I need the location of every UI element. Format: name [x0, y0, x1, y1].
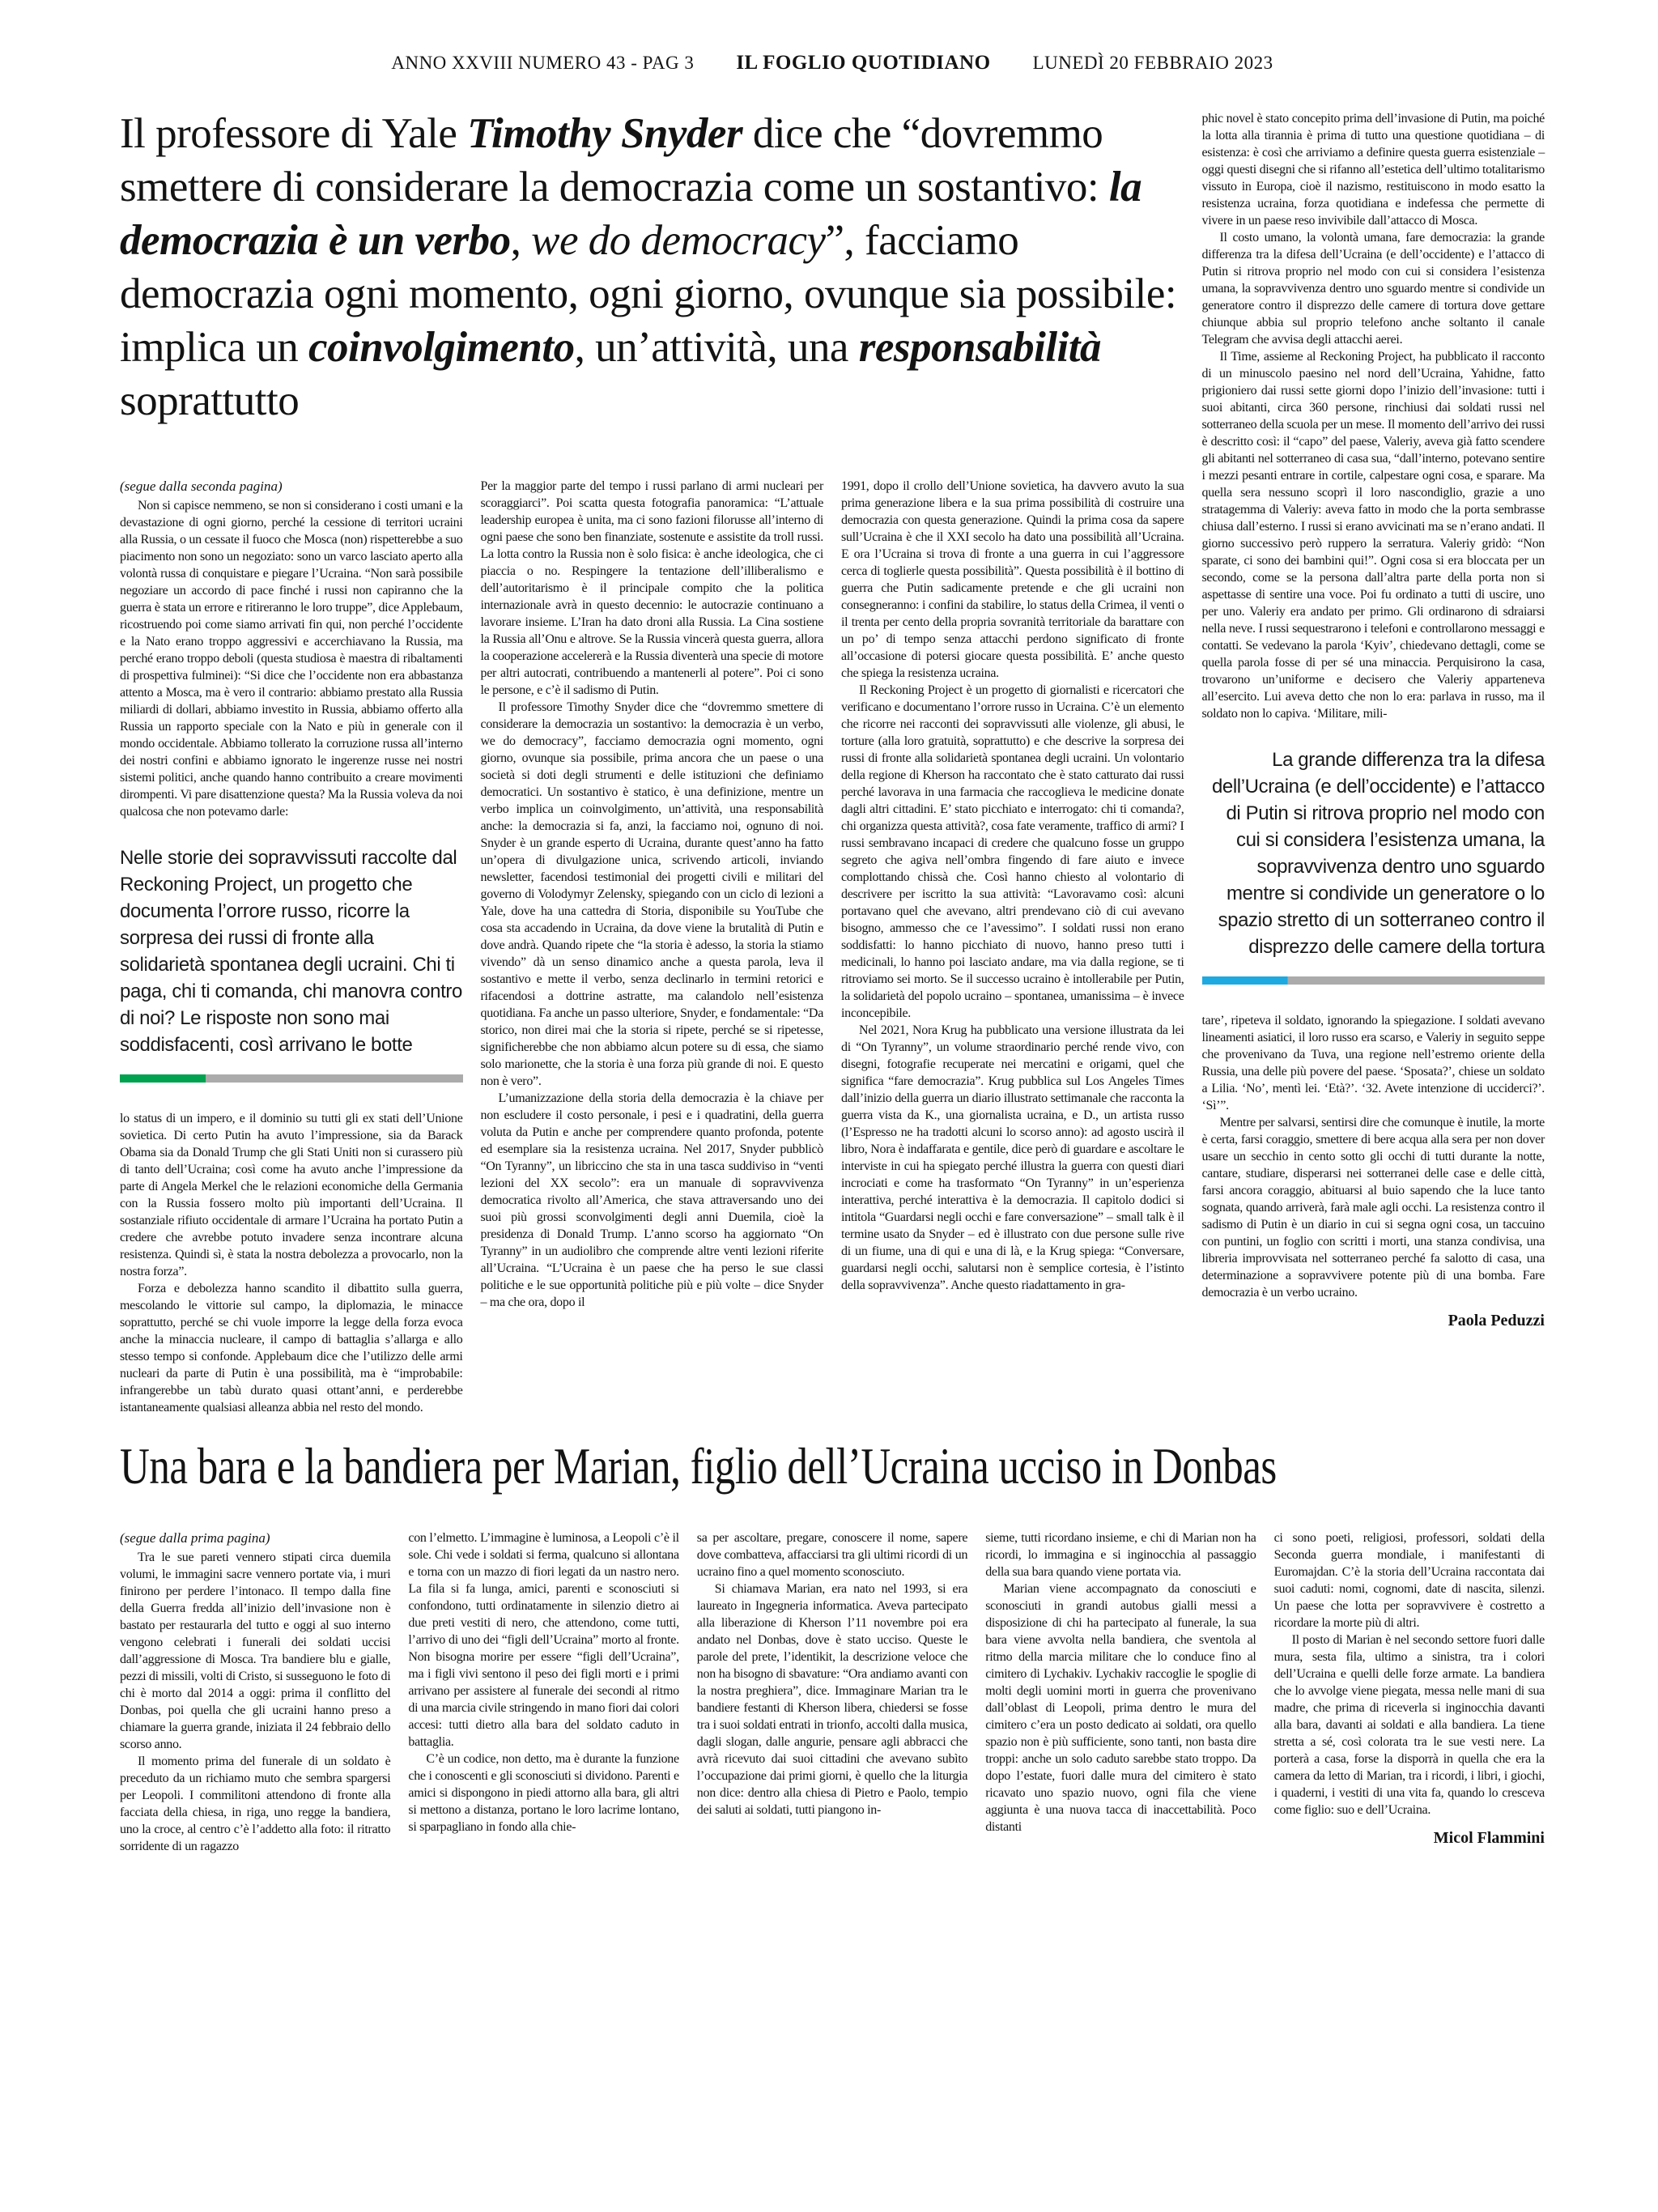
continuation-note: (segue dalla prima pagina): [120, 1530, 270, 1546]
article2-column-1: [120, 1529, 390, 1855]
masthead-date: LUNEDÌ 20 FEBBRAIO 2023: [1032, 53, 1273, 73]
article2-column-4: [985, 1529, 1256, 1855]
headline-segment: Timothy Snyder: [467, 110, 743, 157]
masthead: [120, 52, 1545, 74]
pullquote-text: Nelle storie dei sopravvissuti raccolte dal Reckoning Project, un progetto che documenta l’orrore russo, ricorre la sorpresa dei russi di fronte alla solidarietà spontanea degli ucraini. Chi ti paga, chi ti comanda, chi manovra contro di noi? Le risposte non sono mai soddisfacenti, così arrivano le botte: [120, 847, 462, 1056]
masthead-title: IL FOGLIO QUOTIDIANO: [736, 52, 991, 74]
body-paragraph: con l’elmetto. L’immagine è luminosa, a Leopoli c’è il sole. Chi vede i soldati si ferma, qualcuno si allontana e torna con un mazzo di fiori legati da un nastro nero. La fila si fa lunga, amici, parenti e sconosciuti si confondono, tutti ordinatamente in silenzio dietro ai due preti vestiti di nero, che attendono, come tutti, l’arrivo di uno dei “figli dell’Ucraina” morto al fronte. Non bisogna morire per essere “figli dell’Ucraina”, ma i figli vivi sentono il peso dei figli morti e i primi arrivano per assistere al funerale dei secondi al ritmo di una marcia civile stringendo in mano fiori dai colori accesi: tutti dietro alla bara del soldato caduto in battaglia.: [408, 1531, 679, 1749]
headline-segment: Il professore di Yale: [120, 110, 468, 157]
headline-segment: la democrazia è un verbo: [120, 164, 1142, 264]
article2-column-2: [408, 1529, 678, 1855]
body-paragraph: 1991, dopo il crollo dell’Unione sovietica, ha davvero avuto la sua prima generazione libera e la sua prima possibilità di costruire una democrazia con questa generazione. Quindi la prima cosa da sapere sull’Ucraina è che il XXI secolo ha dato una possibilità all’Ucraina. E ora l’Ucraina si trova di fronte a una guerra in cui l’aggressore cerca di toglierle questa possibilità”. Questa possibilità è il bottino di guerra che Putin sadicamente pretende e che gli ucraini non consegneranno: i confini da stabilire, lo status della Crimea, il venti o il trenta per cento della propria sovranità territoriale da barattare con un po’ di tempo senza attacchi perdono significato di fronte all’occasione di potersi giocare questa possibilità. E’ anche questo che spiega la resistenza ucraina.: [841, 479, 1184, 680]
article2-column-3: [697, 1529, 967, 1855]
body-paragraph: Il Reckoning Project è un progetto di giornalisti e ricercatori che verificano e documentano l’orrore russo in Ucraina. C’è un elemento che ricorre nei racconti dei sopravvissuti alle violenze, gli abusi, le torture (alla loro gratuità, soprattutto) e che descrive la sorpresa dei russi di fronte alla solidarietà spontanea degli ucraini. Un volontario della regione di Kherson ha raccontato che è stato catturato dai russi perché lavorava in una farmacia che raccoglieva le medicine donate dagli altri cittadini. E’ stato picchiato e interrogato: chi ti comanda?, chi organizza questa attività?, cosa fate veramente, traffico di armi? I russi sembravano incapaci di credere che qualcuno fosse un gruppo segreto che agiva nell’ombra fingendo di fare aiuto e invece complottando chissà che. Così hanno chiesto al volontario di descrivere per iscritto la sua attività: “Lavoravamo così: alcuni portavano quel che avevano, altri prendevano ciò di cui avevano bisogno, ammesso che ce l’avessimo”. I soldati russi non erano soddisfatti: lo hanno picchiato di nuovo, hanno preso tutti i medicinali, lo hanno poi lasciato andare, ma via dalla regione, se ti ritroviamo sei morto. Se il successo ucraino è intollerabile per Putin, la solidarietà del popolo ucraino – spontanea, umanissima – è invece inconcepibile.: [841, 683, 1184, 1020]
body-paragraph: sa per ascoltare, pregare, conoscere il nome, sapere dove combatteva, affacciarsi tra gli ultimi ricordi di un ucraino fino a quel momento sconosciuto.: [696, 1531, 968, 1579]
body-paragraph: Tra le sue pareti vennero stipati circa duemila volumi, le immagini sacre vennero portate via, i muri finirono per perdere l’intonaco. Il tempo dalla fine della Guerra fredda all’inizio dell’invasione non è bastato per restaurarla del tutto e oggi al suo interno vengono celebrati i funerali dei soldati uccisi dall’aggressione di Mosca. Tra bandiere blu e gialle, pezzi di missili, volti di Cristo, si susseguono le foto di chi è morto dal 2014 a oggi: prima il conflitto del Donbas, poi quella che gli ucraini hanno preso a chiamare la guerra grande, iniziata il 24 febbraio dello scorso anno.: [120, 1551, 391, 1751]
headline-segment: , un’attività, una: [574, 324, 859, 371]
body-paragraph: lo status di un impero, e il dominio su tutti gli ex stati dell’Unione sovietica. Di certo Putin ha avuto l’impressione, sia da Barack Obama sia da Donald Trump che gli Stati Uniti non si curassero più di tanto dell’Ucraina; così come ha avuto anche l’impressione da parte di Angela Merkel che le relazioni economiche della Germania con la Russia fossero molto più importanti dell’Ucraina. Il sostanziale rifiuto occidentale di armare l’Ucraina ha portato Putin a credere che avrebbe potuto invadere senza incontrare alcuna resistenza. Quindi sì, è stata la nostra debolezza a provocarlo, non la nostra forza”.: [120, 1112, 463, 1278]
pullquote-reckoning-project: [120, 844, 463, 1083]
article-marian-donbas: [120, 1439, 1545, 1855]
body-paragraph: Si chiamava Marian, era nato nel 1993, si era laureato in Ingegneria informatica. Aveva partecipato alla liberazione di Kherson l’11 novembre poi era andato nel Donbas, dove è stato ucciso. Queste le parole del prete, l’identikit, la descrizione veloce che non ha bisogno di sbavature: “Ora andiamo avanti con la nostra preghiera”, dice. Immaginare Marian tra le bandiere festanti di Kherson libera, chiedersi se fosse tra i suoi soldati entrati in trionfo, accolti dalla musica, dagli slogan, dalle angurie, pensare agli abbracci che avrà ricevuto dai suoi cittadini che avevano subìto l’occupazione dai primi giorni, è quello che la liturgia non dice: dentro alla chiesa di Pietro e Paolo, tempio dei saluti ai soldati, tutti piangono in-: [696, 1582, 968, 1817]
article2-col5-text: [1274, 1529, 1545, 1819]
article1-column-2: [481, 478, 824, 1416]
body-paragraph: sieme, tutti ricordano insieme, e chi di Marian non ha ricordi, lo immagina e si inginocchia al passaggio della sua bara quando viene portata via.: [985, 1531, 1256, 1579]
body-paragraph: Forza e debolezza hanno scandito il dibattito sulla guerra, mescolando le vittorie sul campo, la diplomazia, le minacce soprattutto, perché se chi vuole imporre la legge della forza evoca anche la minaccia nucleare, il campo di battaglia s’allarga e allo stesso tempo si confonde. Applebaum dice che l’utilizzo delle armi nucleari da parte di Putin è una possibilità, ma è “improbabile: infrangerebbe un tabù durato quasi ottant’anni, e perderebbe istantaneamente qualsiasi alleanza abbia nel resto del mondo.: [120, 1282, 463, 1414]
pullquote-blue-bar: [1202, 976, 1545, 985]
body-paragraph: Il costo umano, la volontà umana, fare democrazia: la grande differenza tra la difesa dell’Ucraina (e dell’occidente) e l’attacco di Putin si ritrova proprio nel modo con cui si considera l’esistenza umana, la sopravvivenza dentro uno sguardo mentre si condivide un generatore contro il disprezzo delle camere di tortura dove gettare chiunque abbia sul proprio telefono anche soltanto il canale Telegram che avvisa degli attacchi aerei.: [1201, 231, 1545, 347]
body-paragraph: tare’, ripeteva il soldato, ignorando la spiegazione. I soldati avevano lineamenti asiatici, il loro russo era scarso, e Valeriy in seguito seppe che provenivano da Tuva, una regione nell’estremo oriente della Russia, una delle più povere del paese. ‘Sposata?’, chiese un soldato a Lilia. ‘No’, mentì lei. ‘Età?’. ‘32. Avete intenzione di ucciderci?’. ‘Sì’”.: [1201, 1014, 1545, 1112]
body-paragraph: Per la maggior parte del tempo i russi parlano di armi nucleari per scoraggiarci”. Poi scatta questa fotografia panoramica: “L’attuale leadership europea è unita, ma ci sono fazioni filorusse all’interno di ogni paese che sono ben finanziate, sostenute e assistite da troll russi. La lotta contro la Russia non è solo fisica: è anche ideologica, che ci piaccia o no. Respingere la tentazione dell’illiberalismo e dell’autoritarismo è il principale compito che la politica internazionale avrà in questo decennio: le autocrazie continuano a lavorare insieme. L’Iran ha dato droni alla Russia. La Cina sostiene la Russia all’Onu e altrove. Se la Russia vincerà questa guerra, allora la cooperazione accelererà e la Russia diventerà una specie di motore per altri autocrati, contribuendo a mantenerli al potere”. Poi ci sono le persone, e c’è il sadismo di Putin.: [480, 479, 823, 697]
article2-headline-wrap: [120, 1439, 1545, 1508]
article1-col4-text-top: [1202, 110, 1545, 722]
body-paragraph: Il posto di Marian è nel secondo settore fuori dalle mura, sesta fila, ultimo a sinistra, tra i colori dell’Ucraina e quelli delle forze armate. La bandiera che lo avvolge viene piegata, messa nelle mani di sua madre, che prima di riceverla si inginocchia davanti alla bara, davanti ai soldati e alla bandiera. La tiene stretta a sé, così colorata tra le sue vesti nere. La porterà a casa, forse la disporrà in quella che era la camera da letto di Marian, tra i ricordi, i libri, i giochi, i quaderni, i vestiti di una vita fa, quando lo cresceva come figlio: suo e dell’Ucraina.: [1273, 1633, 1545, 1817]
body-paragraph: C’è un codice, non detto, ma è durante la funzione che i conoscenti e gli sconosciuti si dividono. Parenti e amici si dispongono in piedi attorno alla bara, gli altri si mettono a distanza, portano le loro lacrime lontano, si sparpagliano in fondo alla chie-: [408, 1752, 679, 1834]
masthead-issue: ANNO XXVIII NUMERO 43 - PAG 3: [391, 53, 695, 73]
article1-col1-text-top: [120, 497, 463, 820]
article2-column-5: [1274, 1529, 1545, 1855]
article2-columns: [120, 1529, 1545, 1855]
pullquote-grande-differenza: [1202, 747, 1545, 985]
body-paragraph: Il professore Timothy Snyder dice che “dovremmo smettere di considerare la democrazia un sostantivo: la democrazia è un verbo, we do democracy”, facciamo democrazia ogni momento, ogni giorno, ovunque sia possibile, prima ancora che un paese o una società si doti degli strumenti e delle istituzioni che definiamo democratici. Un sostantivo è statico, è una definizione, mentre un verbo implica un coinvolgimento, un’attività, una responsabilità anche: la democrazia si fa, anzi, la facciamo noi, ognuno di noi. Snyder è un grande esperto di Ucraina, durante quest’anno ha fatto un’opera di divulgazione unica, scrivendo articoli, inviando newsletter, facendosi testimonial dei progetti civili e militari del governo di Volodymyr Zelensky, spiegando con un ciclo di lezioni a Yale, dove ha una cattedra di Storia, disponibile su YouTube che cosa sta accadendo in Ucraina, da dove viene la brutalità di Putin e dove andrà. Quando ripete che “la storia è adesso, la storia la stiamo vivendo” dà un senso dinamico anche a questa parola, leva il sostantivo e mette il verbo, senza declinarlo in termini retorici e rifacendosi a dottrine astratte, ma calandolo nell’esistenza quotidiana. Fa anche un passo ulteriore, Snyder, e fondamentale: “Da storico, non direi mai che la storia si ripete, perché se si ripetesse, significherebbe che non abbiamo alcun potere su di essa, che siamo solo marionette, che la storia è una forza più grande di noi. E questo non è vero”.: [480, 700, 823, 1088]
body-paragraph: L’umanizzazione della storia della democrazia è la chiave per non escludere il costo personale, i pesi e i quadratini, della guerra voluta da Putin e anche per comprendere quanto profonda, potente ed esemplare sia la resistenza ucraina. Nel 2017, Snyder pubblicò “On Tyranny”, un libriccino che sta in una tasca suddiviso in “venti lezioni del XX secolo”: era un manuale di sopravvivenza democratica rivolto all’America, che stava attraversando uno dei suoi più grossi sconvolgimenti degli anni Duemila, cioè la presidenza di Donald Trump. L’anno scorso ha aggiornato “On Tyranny” in un audiolibro che comprende altre venti lezioni riferite all’Ucraina. “L’Ucraina è un paese che ha perso le sue classi politiche e le sue opportunità politiche più e più volte – dice Snyder – ma che ora, dopo il: [480, 1091, 823, 1309]
article1-col4-text-bottom: [1202, 1012, 1545, 1301]
article2-col1-text: [120, 1549, 390, 1855]
body-paragraph: Non si capisce nemmeno, se non si considerano i costi umani e la devastazione di ogni giorno, perché la cessione di territori ucraini alla Russia, o un cessate il fuoco che Mosca (non) rispetterebbe a suo piacimento non sono un negoziato: sono un varco lasciato aperto alla volontà russa di conquistare e piegare l’Ucraina. “Non sarà possibile negoziare un accordo di pace finché i russi non capiranno che la guerra è stata un errore e ritireranno le loro truppe”, dice Applebaum, ricostruendo poi come siamo arrivati fin qui, non perché l’occidente e la Nato erano troppo aggressivi e accerchiavano la Russia, ma perché erano troppo deboli (questa studiosa è maestra di ribaltamenti di prospettiva fulminei): “Si dice che l’occidente non era abbastanza attento a Mosca, ma è vero il contrario: abbiamo prestato alla Russia miliardi di dollari, abbiamo investito in Russia, abbiamo offerto alla Russia un rapporto speciale con la Nato e più in generale con il mondo occidentale. Abbiamo tollerato la corruzione russa all’interno dei nostri confini e abbiamo ignorato le ingerenze russe nei nostri sistemi politici, anche quando hanno contribuito a creare movimenti dirompenti. Vi pare disattenzione questa? Ma la Russia voleva da noi qualcosa che non potevamo darle:: [120, 499, 463, 819]
article1-headline: [120, 104, 1184, 478]
body-paragraph: phic novel è stato concepito prima dell’invasione di Putin, ma poiché la lotta alla tirannia è prima di tutto una questione quotidiana – di esistenza: è così che arriviamo a definire questa guerra esistenziale – oggi questi disegni che si rifanno all’estetica dell’ultimo totalitarismo vissuto in Europa, cioè il nazismo, restituiscono in modo esatto la resistenza ucraina, forza quotidiana e indefessa che permette di vivere in un paese reso invivibile dall’attacco di Mosca.: [1201, 112, 1545, 228]
headline-segment: ,: [510, 217, 532, 264]
article1-column-1: [120, 478, 463, 1416]
body-paragraph: Il Time, assieme al Reckoning Project, ha pubblicato il racconto di un minuscolo paesino nel nord dell’Ucraina, Yahidne, fatto prigioniero dai russi sette giorni dopo l’inizio dell’invasione: tutti i suoi abitanti, circa 360 persone, rinchiusi dai soldati russi nel sotterraneo della scuola per un mese. Il momento dell’arrivo dei russi è descritto così: il “capo” del paese, Valeriy, aveva già fatto scendere gli abitanti nel sotterraneo di casa sua, “dall’interno, potevano sentire i mezzi pesanti entrare in cortile, calpestare ogni cosa, e sparare. Ma quella sera nessuno scoprì il loro nascondiglio, grazie a uno stratagemma di Valeriy: aveva fatto in modo che la porta sembrasse chiusa dall’esterno. I russi si erano avvicinati ma se n’erano andati. Il giorno successivo però ruppero la serratura. Valeriy gridò: “Non sparate, ci sono dei bambini qui!”. Ogni cosa si era bloccata per un secondo, come se la persona dall’altra parte della porta non si aspettasse di sentire una voce. Poi fu ordinato a tutti di uscire, uno per uno. Valeriy era andato per primo. Gli ordinarono di sdraiarsi nella neve. I russi sequestrarono i telefoni e controllarono messaggi e contatti. Se vedevano la parola ‘Kyiv’, chiedevano dettagli, come se quella parola fosse di per sé una minaccia. Perquisirono la casa, trovarono un’uniforme e decisero che Valeriy apparteneva all’esercito. Lui aveva detto che non lo era: parlava in russo, ma il soldato non lo capiva. ‘Militare, mili-: [1201, 350, 1545, 721]
article1-col1-text-bottom: [120, 1110, 463, 1416]
article1-column-4: [1202, 104, 1545, 1416]
body-paragraph: Mentre per salvarsi, sentirsi dire che comunque è inutile, la morte è certa, farsi coraggio, smettere di bere acqua alla sera per non dover usare un secchio in cento sotto gli occhi di tutti durante la notte, cantare, studiare, disperarsi nei sotterranei delle case e delle città, farsi ancora coraggio, abituarsi al buio sapendo che la luce tanto sognata, quando arriverà, farà male agli occhi. La resistenza contro il sadismo di Putin è un diario in cui si segna ogni cosa, un taccuino con puntini, un foglio con scritti i morti, una stanza condivisa, una libreria improvvisata nel sotterraneo perché fa salotto di casa, una determinazione a sopravvivere potente più di una bomba. Fare democrazia è un verbo ucraino.: [1201, 1116, 1545, 1300]
body-paragraph: Il momento prima del funerale di un soldato è preceduto da un richiamo muto che sembra spargersi per Leopoli. I commilitoni attendono di fronte alla facciata della chiesa, in riga, uno regge la bandiera, uno la croce, al centro c’è l’addetto alla foto: il ritratto sorridente di un ragazzo: [120, 1755, 391, 1853]
body-paragraph: Nel 2021, Nora Krug ha pubblicato una versione illustrata da lei di “On Tyranny”, un volume straordinario perché rende vivo, con disegni, fotografie recuperate nei mercatini e origami, quel che significa “fare democrazia”. Krug pubblica sul Los Angeles Times dall’inizio della guerra un diario illustrato settimanale che racconta la guerra vista da K., una giornalista ucraina, e D., un artista russo (l’Espresso ne ha tradotti alcuni lo scorso anno): ad agosto uscirà il libro, Nora è indaffarata e gentile, dice però di guardare e ascoltare le interviste in cui ha spiegato perché illustra la guerra con questi diari incrociati e come ha trasformato “On Tyranny” in un’esperienza interattiva, perché interattiva è la democrazia. Il capitolo dodici si intitola “Guardarsi negli occhi e fare conversazione” – small talk è il termine usato da Snyder – ed è illustrato con due persone sulle rive di un fiume, una di qui e una di là, e la Krug spiega: “Conversare, guardarsi negli occhi, salutarsi non è semplice cortesia, è l’istinto della sopravvivenza”. Anche questo riadattamento in gra-: [841, 1023, 1184, 1292]
headline-segment: we do democracy: [531, 217, 826, 264]
article1-column-3: [841, 478, 1184, 1416]
body-paragraph: Marian viene accompagnato da conosciuti e sconosciuti in grandi autobus gialli messi a disposizione di chi ha partecipato al funerale, la sua bara viene avvolta nella bandiera, che sventola al ritmo della marcia militare che lo conduce fino al cimitero di Lychakiv. Lychakiv raccoglie le spoglie di molti degli uomini morti in guerra che provenivano dall’oblast di Leopoli, prima dentro le mura del cimitero c’era un posto dedicato ai soldati, ora quello spazio non è più sufficiente, sono tanti, non basta dire troppi: anche un solo caduto sarebbe stato troppo. Da dopo l’estate, fuori dalle mura del cimitero è stato ricavato uno spazio nuovo, ogni fila che viene aggiunta è una nuova tacca di inaccettabilità. Poco distanti: [985, 1582, 1256, 1834]
headline-segment: dice che “dovremmo smettere di considerare la democrazia come un sostantivo:: [120, 110, 1109, 211]
pullquote-text: La grande differenza tra la difesa dell’Ucraina (e dell’occidente) e l’attacco di Putin si ritrova proprio nel modo con cui si considera l’esistenza umana, la sopravvivenza dentro uno sguardo mentre si condivide un generatore o lo spazio stretto di un sotterraneo contro il disprezzo delle camere della tortura: [1211, 749, 1545, 958]
headline-segment: coinvolgimento: [308, 324, 575, 371]
headline-segment: responsabilità: [858, 324, 1101, 371]
headline-segment: ”, facciamo democrazia ogni momento, ogni giorno, ovunque sia possibile: implica un: [120, 217, 1177, 371]
article2-headline: Una bara e la bandiera per Marian, figlio dell’Ucraina ucciso in Donbas: [120, 1439, 1277, 1495]
headline-segment: soprattutto: [120, 377, 300, 424]
continuation-note: (segue dalla seconda pagina): [120, 479, 283, 494]
body-paragraph: ci sono poeti, religiosi, professori, soldati della Seconda guerra mondiale, i manifestanti di Euromajdan. C’è la storia dell’Ucraina raccontata dai suoi caduti: nomi, cognomi, date di nascita, silenzi. Un paese che lotta per sopravvivere è costretto a ricordare la morte più di altri.: [1273, 1531, 1545, 1630]
pullquote-green-bar: [120, 1074, 463, 1083]
article-snyder-democracy: [120, 104, 1545, 1416]
article1-byline: Paola Peduzzi: [1448, 1312, 1545, 1329]
article2-byline: Micol Flammini: [1433, 1829, 1545, 1847]
